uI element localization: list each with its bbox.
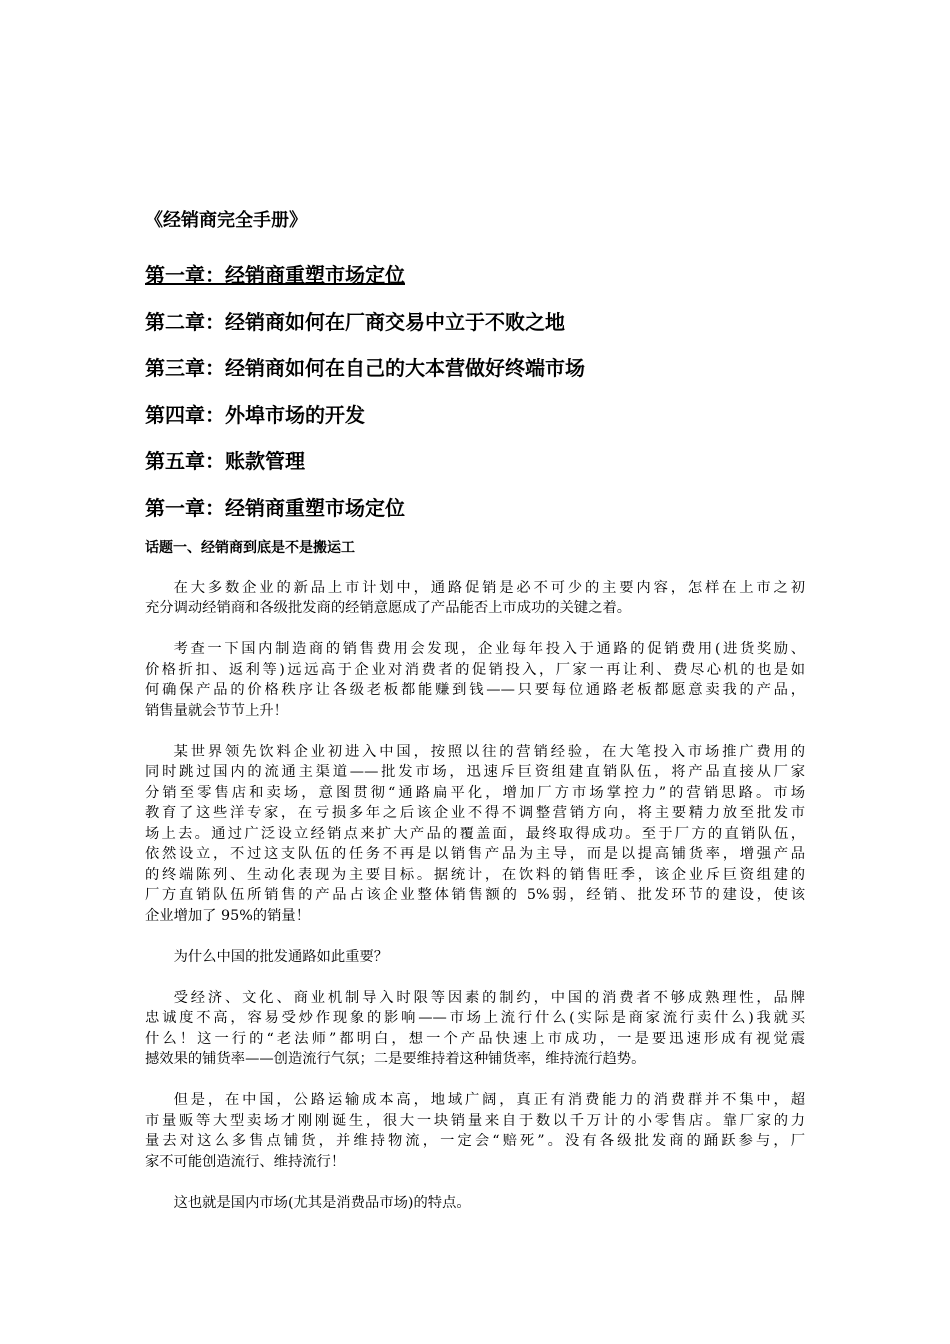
chapter-heading: 第一章：经销商重塑市场定位 [145, 495, 405, 520]
paragraph [145, 742, 805, 927]
toc-item-chapter-5: 第五章：账款管理 [145, 449, 305, 473]
paragraph-line: 为什么中国的批发通路如此重要？ [173, 948, 389, 965]
paragraph-line: 厂方直销队伍所销售的产品占该企业整体销售额的 5%弱，经销、批发环节的建设，使该 [145, 887, 805, 903]
table-of-contents [145, 261, 805, 475]
toc-item-chapter-4: 第四章：外埠市场的开发 [145, 402, 365, 427]
paragraph-line: 教育了这些洋专家，在亏损多年之后该企业不得不调整营销方向，将主要精力放至批发市 [145, 805, 805, 821]
paragraph-line: 撼效果的铺货率——创造流行气氛；二是要维持着这种铺货率，维持流行趋势。 [145, 1051, 646, 1067]
paragraph [145, 1193, 805, 1214]
paragraph [145, 947, 805, 968]
paragraph-line: 某世界领先饮料企业初进入中国，按照以往的营销经验，在大笔投入市场推广费用的 [173, 743, 805, 760]
paragraph [145, 988, 805, 1070]
paragraph-line: 家不可能创造流行、维持流行！ [145, 1153, 346, 1170]
paragraph-line: 何确保产品的价格秩序让各级老板都能赚到钱——只要每位通路老板都愿意卖我的产品， [145, 682, 805, 698]
paragraph-line: 什么！这一行的“老法师”都明白，想一个产品快速上市成功，一是要迅速形成有视觉震 [145, 1030, 805, 1047]
paragraph-line: 场上去。通过广泛设立经销点来扩大产品的覆盖面，最终取得成功。至于厂方的直销队伍， [145, 825, 805, 842]
paragraph-line: 分销至零售店和卖场，意图贯彻“通路扁平化，增加厂方市场掌控力”的营销思路。市场 [145, 784, 805, 801]
paragraph [145, 578, 805, 619]
paragraph-line: 考查一下国内制造商的销售费用会发现，企业每年投入于通路的促销费用(进货奖励、 [173, 641, 805, 657]
paragraph [145, 639, 805, 721]
paragraph-line: 依然设立，不过这支队伍的任务不再是以销售产品为主导，而是以提高铺货率，增强产品 [145, 846, 805, 862]
paragraph-line: 价格折扣、返利等)远远高于企业对消费者的促销投入，厂家一再让利、费尽心机的也是如 [145, 661, 805, 678]
toc-item-chapter-3: 第三章：经销商如何在自己的大本营做好终端市场 [145, 356, 585, 380]
paragraph-line: 受经济、文化、商业机制导入时限等因素的制约，中国的消费者不够成熟理性，品牌 [173, 989, 805, 1006]
toc-item-chapter-2: 第二章：经销商如何在厂商交易中立于不败之地 [145, 309, 565, 334]
paragraph-line: 量去对这么多售点铺货，并维持物流，一定会“赔死”。没有各级批发商的踊跃参与，厂 [145, 1133, 805, 1149]
paragraph-line: 销售量就会节节上升！ [145, 702, 288, 719]
document-page [145, 207, 805, 1234]
paragraph-line: 在大多数企业的新品上市计划中，通路促销是必不可少的主要内容，怎样在上市之初 [173, 579, 805, 596]
paragraph-line: 但是，在中国，公路运输成本高，地域广阔，真正有消费能力的消费群并不集中，超 [173, 1092, 805, 1108]
paragraph-line: 同时跳过国内的流通主渠道——批发市场，迅速斥巨资组建直销队伍，将产品直接从厂家 [145, 764, 805, 780]
paragraph-line: 企业增加了 95%的销量！ [145, 907, 310, 924]
toc-item-chapter-1: 第一章：经销商重塑市场定位 [145, 263, 405, 287]
book-title: 《经销商完全手册》 [145, 210, 307, 231]
topic-heading: 话题一、经销商到底是不是搬运工 [145, 539, 355, 556]
paragraph-line: 充分调动经销商和各级批发商的经销意愿成了产品能否上市成功的关键之着。 [145, 600, 632, 616]
paragraph-line: 这也就是国内市场(尤其是消费品市场)的特点。 [173, 1194, 471, 1211]
paragraph-line: 的终端陈列、生动化表现为主要目标。据统计，在饮料的销售旺季，该企业斥巨资组建的 [145, 866, 805, 883]
body-text [145, 578, 805, 1214]
paragraph-line: 市量贩等大型卖场才刚刚诞生，很大一块销量来自于数以千万计的小零售店。靠厂家的力 [145, 1112, 805, 1129]
paragraph [145, 1090, 805, 1172]
paragraph-line: 忠诚度不高，容易受炒作现象的影响——市场上流行什么(实际是商家流行卖什么)我就买 [145, 1010, 805, 1026]
